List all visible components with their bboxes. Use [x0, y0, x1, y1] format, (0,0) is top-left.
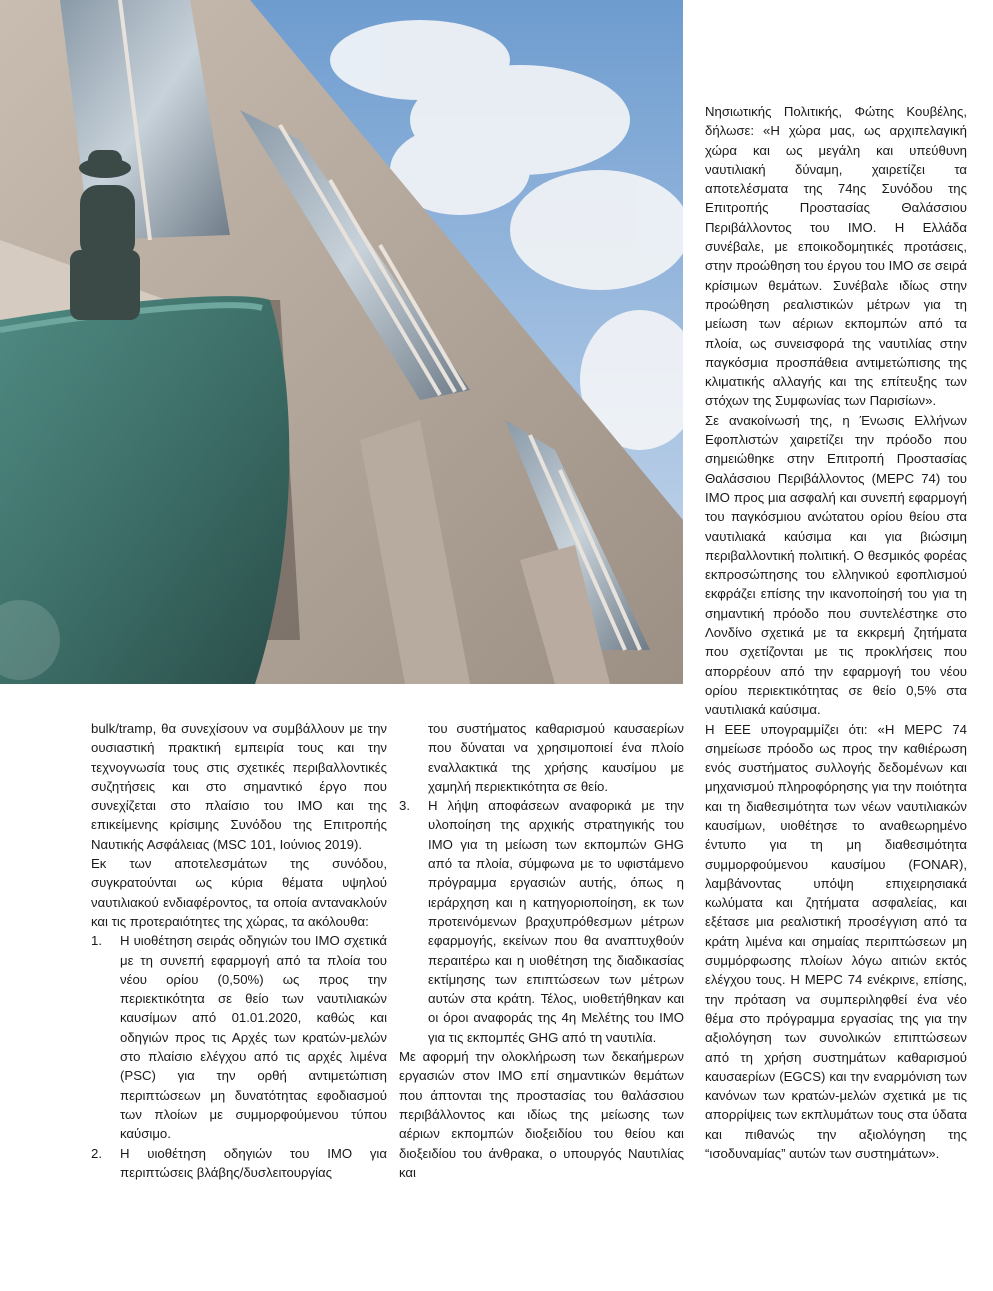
list-item-text: Η υιοθέτηση οδηγιών του IMO για περιπτώσεις βλάβης/δυσλειτουργίας — [120, 1145, 387, 1180]
list-number: 3. — [399, 798, 410, 814]
list-item-text: του συστήματος καθαρισμού καυσαερίων που δύναται να χρησιμοποιεί ένα πλοίο εναλλακτικά της χρήσης καυσίμου με χαμηλή περιεκτικότητα σε θείο. — [428, 721, 684, 794]
list-item — [91, 1144, 387, 1183]
article-column-3 — [705, 102, 967, 1163]
article-column-1 — [91, 719, 387, 1182]
paragraph: Σε ανακοίνωσή της, η Ένωσις Ελλήνων Εφοπλιστών χαιρετίζει την πρόοδο που σημειώθηκε στην Επιτροπή Προστασίας Θαλάσσιου Περιβάλλοντος (MEPC 74) του IMO προς μια ασφαλή και συνεπή εφαρμογή του παγκόσμιου ανώτατου ορίου θείου στα ναυτιλιακά καύσιμα και για βιώσιμη περιβαλλοντική πολιτική. Ο θεσμικός φορέας εκπροσώπησης του ελληνικού εφοπλισμού εκφράζει επίσης την ικανοποίησή του για τη σημαντική πρόοδο που συντελέστηκε στο Λονδίνο σχετικά με τα εκκρεμή ζητήματα που σχετίζονται με τις προκλήσεις που απορρέουν από την εφαρμογή του νέου ορίου περιεκτικότητας σε θείο 0,5% στα ναυτιλιακά καύσιμα. — [705, 412, 967, 718]
article-column-2 — [399, 719, 684, 1182]
numbered-list — [91, 931, 387, 1182]
list-item — [91, 931, 387, 1143]
list-number: 1. — [91, 933, 102, 949]
paragraph: Με αφορμή την ολοκλήρωση των δεκαήμερων εργασιών στον IMO επί σημαντικών θεμάτων που άπτονται της προστασίας του θαλάσσιου περιβάλλοντος και ιδίως της μείωσης των αέριων εκπομπών διοξειδίου του θείου και διοξειδίου του άνθρακα, ο υπουργός Ναυτιλίας και — [399, 1049, 684, 1180]
building-and-statue-illustration — [0, 0, 683, 684]
paragraph: Εκ των αποτελεσμάτων της συνόδου, συγκρατούνται ως κύρια θέματα υψηλού ναυτιλιακού ενδιαφέροντος, τα οποία αντανακλούν και τις προτεραιότητες της χώρας, τα ακόλουθα: — [91, 856, 387, 929]
list-item-text: Η λήψη αποφάσεων αναφορικά με την υλοποίηση της αρχικής στρατηγικής του IMO για τη μείωση των εκπομπών GHG από τα πλοία, σύμφωνα με το υφιστάμενο πρόγραμμα εργασιών αυτής, όπως η ιεράρχηση και η κατηγοριοποίηση, εκ των προτεινόμενων βραχυπρόθεσμων μέτρων εφαρμογής, εκείνων που θα αναπτυχθούν περαιτέρω και η υιοθέτηση της διαδικασίας εκτίμησης των επιπτώσεων των μέτρων αυτών στα κράτη. Τέλος, υιοθετήθηκαν και οι όροι αναφοράς της 4η Μελέτης του IMO για τις εκπομπές GHG από τη ναυτιλία. — [428, 798, 684, 1045]
paragraph: Νησιωτικής Πολιτικής, Φώτης Κουβέλης, δήλωσε: «Η χώρα μας, ως αρχιπελαγική χώρα και ως μεγάλη και υπεύθυνη ναυτιλιακή δύναμη, χαιρετίζει τα αποτελέσματα της 74ης Συνόδου της Επιτροπής Προστασίας Θαλάσσιου Περιβάλλοντος του IMO. Η Ελλάδα συνέβαλε, με εποικοδομητικές προτάσεις, στην προώθηση του έργου του IMO σε σειρά κρίσιμων θεμάτων. Συνέβαλε ιδίως στην προώθηση ρεαλιστικών μέτρων για τη μείωση των αέριων εκπομπών από τα πλοία, ως συνεισφορά της ναυτιλίας στην παγκόσμια προσπάθεια αντιμετώπισης της κλιματικής αλλαγής και της επίτευξης των στόχων της Συμφωνίας των Παρισίων». — [705, 104, 967, 409]
numbered-list — [399, 719, 684, 1047]
list-number: 2. — [91, 1145, 102, 1161]
list-item-text: Η υιοθέτηση σειράς οδηγιών του IMO σχετικά με τη συνεπή εφαρμογή από τα πλοία του νέου ορίου (0,50%) ως προς την περιεκτικότητα σε θείο των ναυτιλιακών καυσίμων από 01.01.2020, καθώς και οδηγιών προς τις Αρχές των κρατών-μελών στο πλαίσιο ελέγχου από τις αρχές λιμένα (PSC) για την ορθή αντιμετώπιση περιπτώσεων μη δυνατότητας εφοδιασμού των πλοίων με συμμορφούμενου τύπου καύσιμο. — [120, 933, 387, 1142]
list-item — [399, 796, 684, 1047]
paragraph: bulk/tramp, θα συνεχίσουν να συμβάλλουν με την ουσιαστική πρακτική εμπειρία τους και την τεχνογνωσία τους στις σχετικές περιβαλλοντικές συζητήσεις και στο σημαντικό έργο που συνεχίζεται στο πλαίσιο του IMO και της επικείμενης κρίσιμης Συνόδου της Επιτροπής Ναυτικής Ασφάλειας (MSC 101, Ιούνιος 2019). — [91, 721, 387, 852]
list-item-continuation — [399, 719, 684, 796]
paragraph: Η ΕΕΕ υπογραμμίζει ότι: «Η MEPC 74 σημείωσε πρόοδο ως προς την καθιέρωση ενός συστήματος συλλογής δεδομένων και μηχανισμού πληροφόρησης για την ποιότητα και τη διαθεσιμότητα των νέων ναυτιλιακών καυσίμων, υιοθέτησε το αναθεωρημένο έντυπο για τη μη διαθεσιμότητα συμμορφούμενου καυσίμου (FONAR), λαμβάνοντας υπόψη επιχειρησιακά κωλύματα και ζητήματα ασφαλείας, και εξέτασε μια ρεαλιστική προσέγγιση από τα κράτη λιμένα και σημαίας περιπτώσεων μη συμμόρφωσης πλοίων λόγω αιτιών εκτός ελέγχου τους. Η MEPC 74 ενέκρινε, επίσης, την πρόταση να συμπεριληφθεί ένα νέο θέμα στο πρόγραμμα εργασίας της για την αξιολόγηση των συνολικών επιπτώσεων από τη χρήση συστημάτων καθαρισμού καυσαερίων (EGCS) και την εναρμόνιση των κανόνων των κρατών-μελών σχετικά με τις απορρίψεις των εκπλυμάτων τους στα ύδατα και πιθανώς την αξιολόγηση της “ισοδυναμίας” αυτών των συστημάτων». — [705, 721, 967, 1162]
header-photo — [0, 0, 683, 684]
